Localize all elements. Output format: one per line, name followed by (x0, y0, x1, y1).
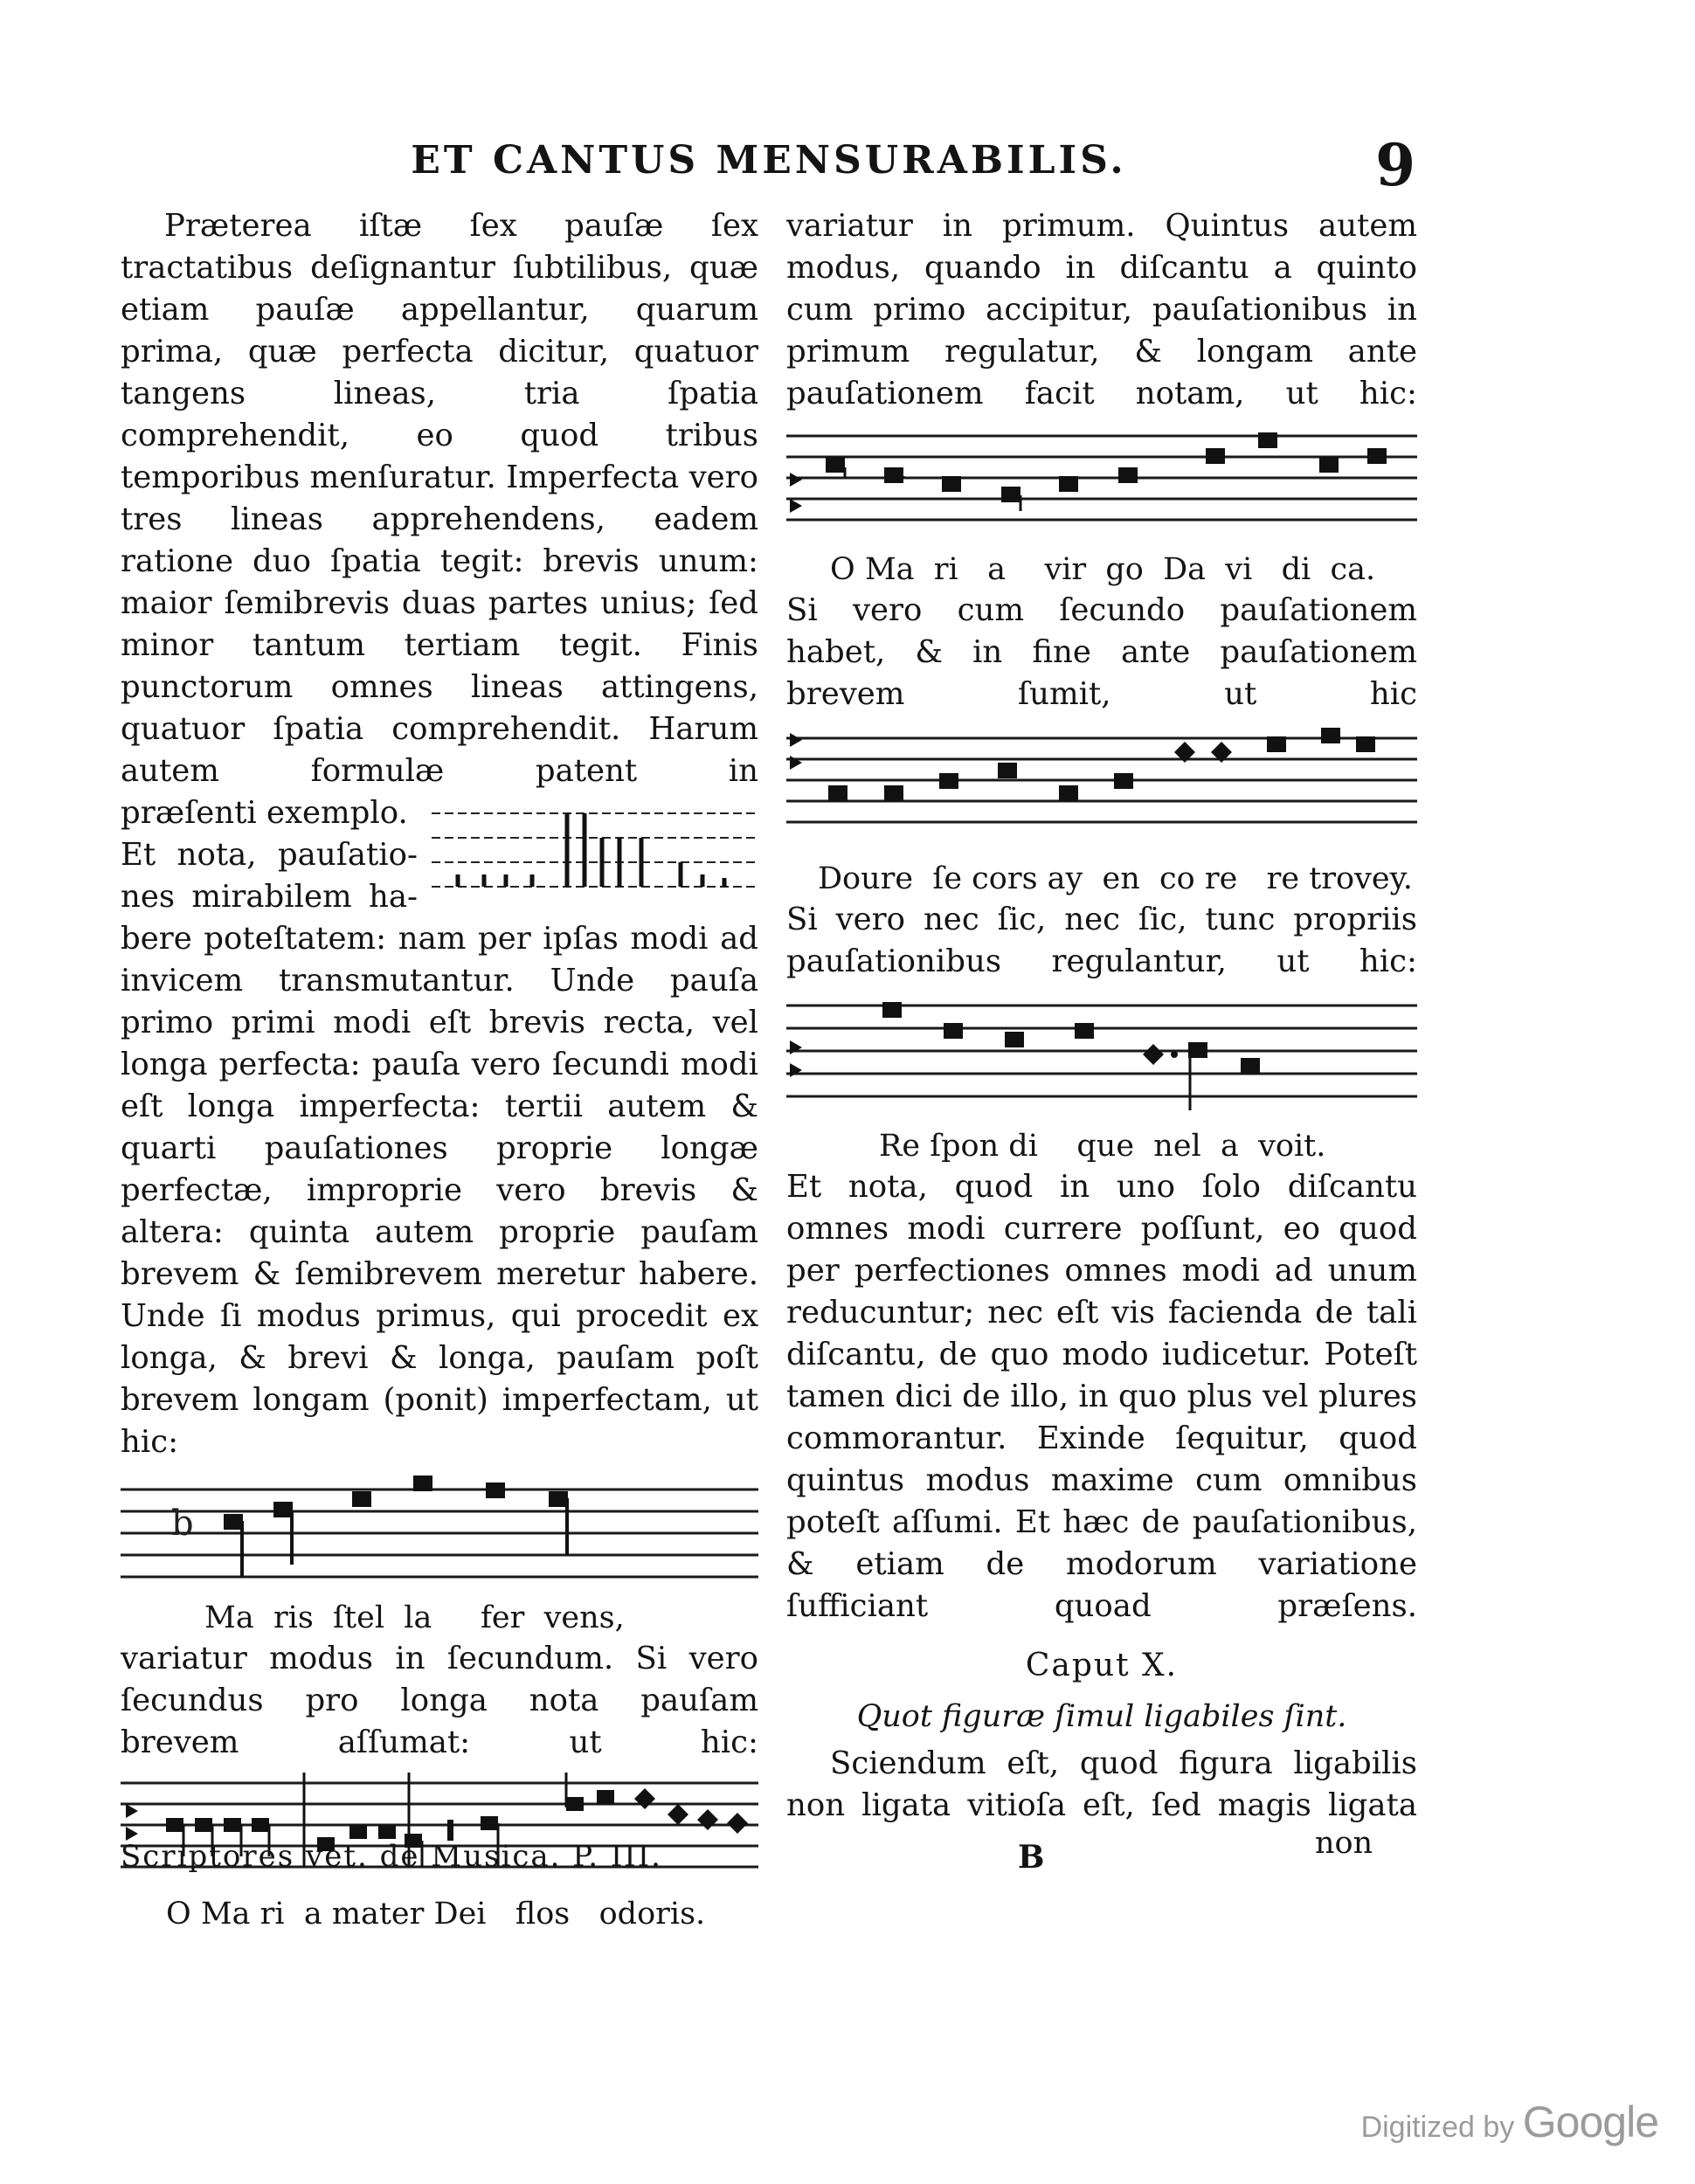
watermark-prefix: Digitized by (1360, 2111, 1515, 2144)
mini-line-2: Et nota, pauſatio- (121, 837, 418, 873)
note (882, 1002, 902, 1018)
music-staff-5 (786, 992, 1417, 1123)
note (1059, 476, 1078, 492)
note (166, 1818, 183, 1832)
note (884, 467, 903, 483)
staff-2-lyrics: O Ma ri a mater Dei flos odoris. (166, 1897, 706, 1932)
staff-4-lyrics: Doure ſe cors ay en co re re trovey. (818, 861, 1413, 896)
running-head (122, 131, 1415, 199)
note (481, 1816, 498, 1830)
note (486, 1482, 505, 1498)
right-paragraph-3: Si vero nec ſic, nec ſic, tunc propriis pauſationibus regulantur, ut hic: (786, 902, 1417, 979)
right-column (786, 205, 1417, 1827)
right-paragraph-5: Sciendum eſt, quod figura ligabilis non ligata vitioſa eſt, ſed magis ligata (786, 1745, 1417, 1823)
left-column (121, 205, 758, 1934)
note (224, 1818, 241, 1832)
note (1367, 448, 1387, 464)
note (668, 1804, 688, 1825)
mini-line-1: præſenti exemplo. (121, 795, 408, 831)
note (1241, 1058, 1260, 1074)
pause-example-text (121, 792, 418, 918)
rest (447, 1820, 453, 1841)
note (1114, 773, 1133, 789)
note (697, 1809, 718, 1830)
note (273, 1502, 293, 1517)
note (1143, 1044, 1164, 1065)
note (884, 785, 903, 801)
right-paragraph-4: Et nota, quod in uno ſolo diſcantu omnes modi currere poſſunt, eo quod per perfectiones omnes modi ad unum reducuntur; nec eſt vis facienda de tali diſcantu, de quo modo iudicetur. Poteſt tamen dici de illo, in quo plus vel plures commorantur. Exinde ſequitur, quod quintus modus maxime cum omnibus poteſt aſſumi. Et hæc de pauſationibus, & etiam de modorum variatione ſufficiant quoad præſens. (786, 1169, 1417, 1624)
note (1206, 448, 1225, 464)
note (1321, 728, 1340, 743)
catchword: non (1315, 1826, 1373, 1861)
note (634, 1788, 655, 1809)
watermark-brand: Google (1522, 2098, 1658, 2146)
note (195, 1818, 212, 1832)
note (1258, 432, 1277, 448)
note (944, 1023, 963, 1039)
page-number: 9 (1375, 131, 1415, 199)
staff-5-notation (786, 992, 1417, 1123)
pause-example-block (121, 792, 758, 918)
note (942, 476, 961, 492)
running-title: ET CANTUS MENSURABILIS. (411, 138, 1127, 183)
note (252, 1818, 269, 1832)
music-staff-4 (786, 724, 1417, 855)
note (1001, 487, 1020, 502)
digitization-watermark (1361, 2097, 1658, 2147)
note (597, 1790, 614, 1804)
note (224, 1514, 243, 1530)
note (826, 457, 845, 473)
signature-mark: B (1018, 1839, 1045, 1876)
note (1075, 1023, 1094, 1039)
chapter-subtitle: Quot figuræ ſimul ligabiles ſint. (856, 1699, 1347, 1734)
note (1319, 457, 1339, 473)
note (349, 1825, 367, 1839)
mini-line-3: nes mirabilem ha- (121, 879, 418, 915)
svg-text:b: b (171, 1503, 194, 1544)
note (549, 1491, 568, 1507)
note (939, 773, 958, 789)
pause-example-staff (432, 803, 755, 908)
note (378, 1825, 396, 1839)
staff-5-lyrics: Re ſpon di que nel a voit. (879, 1129, 1326, 1164)
note (727, 1813, 748, 1834)
music-staff-3 (786, 424, 1417, 546)
right-paragraph-1: variatur in primum. Quintus autem modus, quando in diſcantu a quinto cum primo accipitur, pauſationibus in primum regulatur, & longam ante pauſationem facit notam, ut hic: (786, 208, 1417, 411)
note (1267, 736, 1286, 752)
footer-series-title: Scriptores vet. de Musica. P. III. (121, 1839, 662, 1874)
staff-1-lyrics: Ma ris ſtel la fer vens, (204, 1600, 625, 1635)
staff-4-notation (786, 724, 1417, 855)
note (566, 1797, 584, 1811)
right-paragraph-2: Si vero cum ſecundo pauſationem habet, & in fine ante pauſationem brevem ſumit, ut hic (786, 592, 1417, 712)
note (828, 785, 848, 801)
note (1356, 736, 1375, 752)
staff-3-notation (786, 424, 1417, 546)
left-paragraph-1: Præterea iſtæ ſex pauſæ ſex tractatibus deſignantur ſubtilibus, quæ etiam pauſæ appellantur, quarum prima, quæ perfecta dicitur, quatuor tangens lineas, tria ſpatia comprehendit, eo quod tribus temporibus menſuratur. Imperfecta vero tres lineas apprehendens, eadem ratione duo ſpatia tegit: brevis unum: maior ſemibrevis duas partes unius; ſed minor tantum tertiam tegit. Finis punctorum omnes lineas attingens, quatuor ſpatia comprehendit. Harum autem formulæ patent in (121, 208, 758, 789)
staff-3-lyrics: O Ma ri a vir go Da vi di ca. (830, 552, 1376, 587)
note (413, 1476, 432, 1491)
music-staff-1 (121, 1472, 758, 1594)
note (1118, 467, 1138, 483)
note (998, 763, 1017, 778)
left-paragraph-2: bere poteſtatem: nam per ipſas modi ad invicem transmutantur. Unde pauſa primo primi modi eſt brevis recta, vel longa perfecta: pauſa vero ſecundi modi eſt longa imperfecta: tertii autem & quarti pauſationes proprie longæ perfectæ, improprie vero brevis & altera: quinta autem proprie pauſam brevem & ſemibrevem meretur habere. Unde ſi modus primus, qui procedit ex longa, & brevi & longa, pauſam poſt brevem longam (ponit) imperfectam, ut hic: (121, 921, 758, 1460)
chapter-heading: Caput X. (1025, 1648, 1179, 1683)
left-paragraph-3: variatur modus in ſecundum. Si vero ſecundus pro longa nota pauſam brevem aſſumat: ut hic: (121, 1641, 758, 1760)
staff-1-notation (121, 1472, 758, 1594)
note (1059, 785, 1078, 801)
note (352, 1491, 371, 1507)
note (1005, 1032, 1024, 1047)
